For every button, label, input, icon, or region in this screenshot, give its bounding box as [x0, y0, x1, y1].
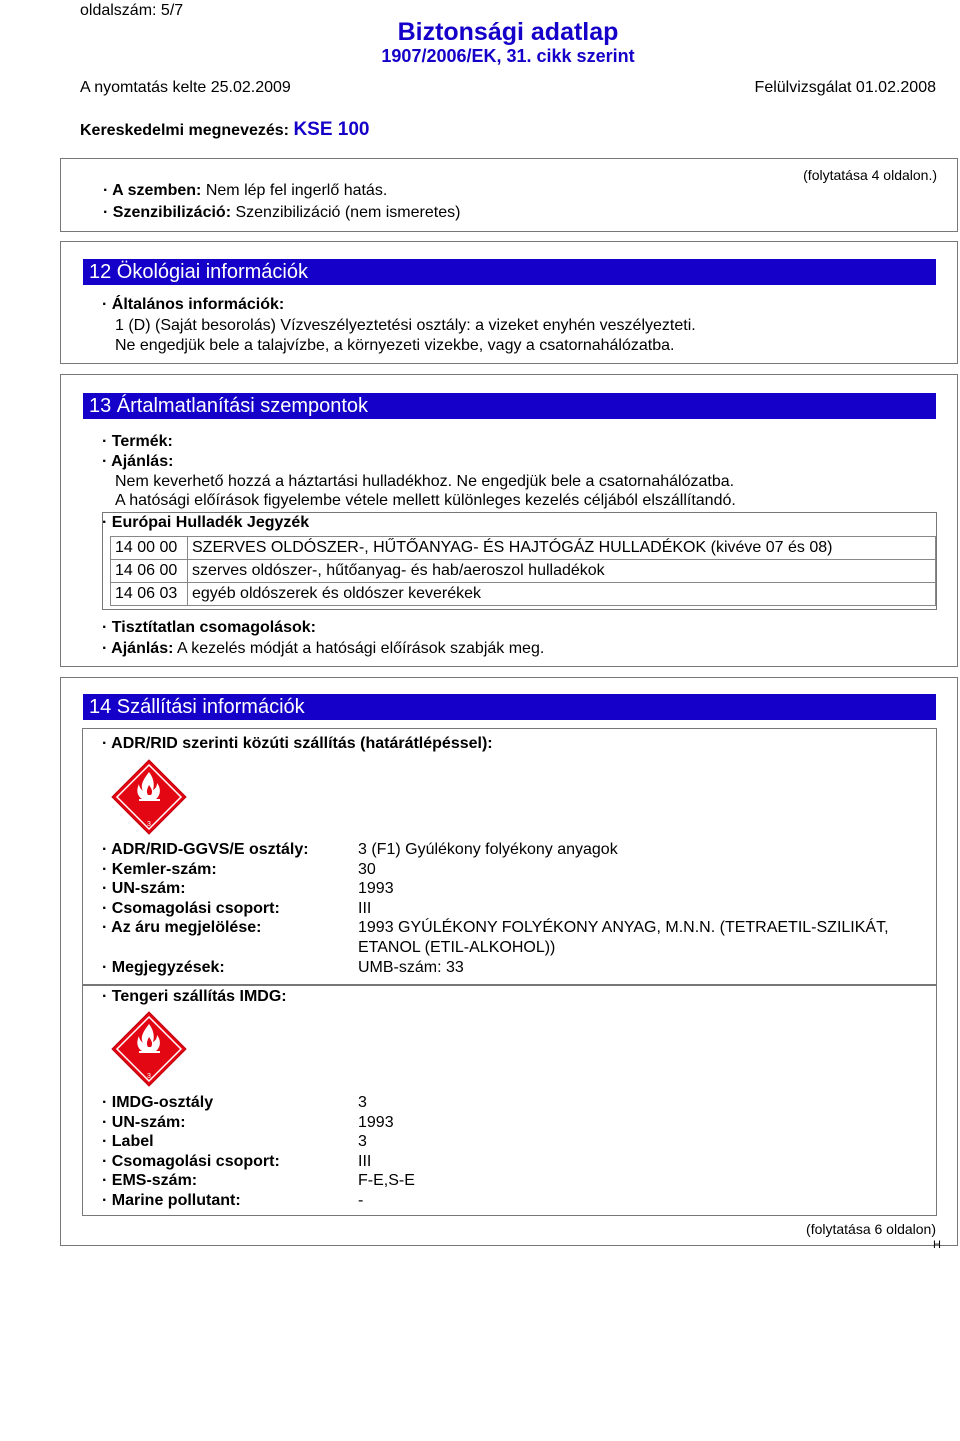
detail-value: UMB-szám: 33	[358, 958, 464, 976]
revision-date: Felülvizsgálat 01.02.2008	[754, 79, 936, 96]
detail-key: · UN-szám:	[102, 880, 186, 898]
detail-value: ETANOL (ETIL-ALKOHOL))	[358, 939, 556, 956]
packaging-recommendation	[102, 640, 544, 658]
flammable-liquid-hazard-label-imdg	[110, 1010, 188, 1088]
ewc-description: szerves oldószer-, hűtőanyag- és hab/aeroszol hulladékok	[188, 560, 936, 583]
trade-name-value: KSE 100	[293, 119, 370, 140]
ewc-code: 14 06 03	[111, 583, 188, 606]
ewc-code: 14 00 00	[111, 537, 188, 560]
trade-name-label: Kereskedelmi megnevezés:	[80, 122, 289, 139]
detail-value: 3	[358, 1094, 367, 1111]
ewc-table	[110, 536, 936, 606]
table-row	[111, 583, 936, 606]
recommendation-label: · Ajánlás:	[102, 453, 174, 470]
table-row	[111, 560, 936, 583]
packaging-recommendation-value: A kezelés módját a hatósági előírások szabják meg.	[176, 640, 545, 657]
detail-value: 30	[358, 860, 376, 878]
continuation-box	[60, 158, 958, 232]
ewc-description: egyéb oldószerek és oldószer keverékek	[188, 583, 936, 606]
water-hazard-text: 1 (D) (Saját besorolás) Vízveszélyeztetési osztály: a vizeket enyhén veszélyezteti.	[115, 317, 696, 334]
general-info-label: · Általános információk:	[102, 296, 285, 313]
detail-value: 1993	[358, 1113, 394, 1131]
sensitization-line	[103, 204, 460, 222]
eye-value: Nem lép fel ingerlő hatás.	[205, 182, 388, 199]
ewc-description: SZERVES OLDÓSZER-, HŰTŐANYAG- ÉS HAJTÓGÁZ HULLADÉKOK (kivéve 07 és 08)	[188, 537, 936, 560]
detail-value: III	[358, 1152, 372, 1170]
groundwater-text: Ne engedjük bele a talajvízbe, a környezeti vizekbe, vagy a csatornahálózatba.	[115, 337, 675, 354]
print-date: A nyomtatás kelte 25.02.2009	[80, 79, 291, 96]
hazard-class-number-imdg: 3	[147, 1073, 151, 1080]
section-14-title: 14 Szállítási információk	[83, 694, 936, 720]
flammable-liquid-hazard-label	[110, 758, 188, 836]
section-12-title: 12 Ökológiai információk	[83, 259, 936, 285]
eye-irritation-line	[103, 182, 387, 200]
page-number: oldalszám: 5/7	[80, 2, 184, 19]
detail-key: · EMS-szám:	[102, 1172, 198, 1190]
ewc-code: 14 06 00	[111, 560, 188, 583]
packaging-recommendation-label: · Ajánlás:	[102, 640, 174, 657]
sensitization-label: · Szenzibilizáció:	[103, 204, 232, 221]
detail-value: 1993	[358, 880, 394, 898]
detail-value: 3	[358, 1133, 367, 1151]
detail-key: · Label	[102, 1133, 154, 1151]
detail-key: · ADR/RID-GGVS/E osztály:	[102, 841, 309, 858]
detail-value: III	[358, 899, 372, 917]
footer-mark: H	[933, 1239, 941, 1251]
ewc-label: · Európai Hulladék Jegyzék	[102, 514, 310, 531]
eye-label: · A szemben:	[103, 182, 202, 199]
document-title: Biztonsági adatlap	[397, 18, 619, 46]
imdg-label: · Tengeri szállítás IMDG:	[102, 988, 287, 1005]
detail-key: · IMDG-osztály	[102, 1094, 214, 1111]
detail-key: · Csomagolási csoport:	[102, 1152, 280, 1170]
section-13-title: 13 Ártalmatlanítási szempontok	[83, 393, 936, 419]
detail-key: · Marine pollutant:	[102, 1192, 241, 1209]
product-label: · Termék:	[102, 433, 173, 450]
sensitization-value: Szenzibilizáció (nem ismeretes)	[235, 204, 461, 221]
table-row	[111, 537, 936, 560]
continued-from: (folytatása 4 oldalon.)	[803, 167, 937, 183]
adr-label: · ADR/RID szerinti közúti szállítás (határátlépéssel):	[102, 735, 493, 752]
document-subtitle: 1907/2006/EK, 31. cikk szerint	[381, 46, 635, 66]
uncleaned-packaging-label: · Tisztítatlan csomagolások:	[102, 619, 316, 636]
detail-value: 1993 GYÚLÉKONY FOLYÉKONY ANYAG, M.N.N. (TETRAETIL-SZILIKÁT,	[358, 919, 889, 937]
detail-value: -	[358, 1192, 364, 1209]
detail-key: · Kemler-szám:	[102, 860, 217, 878]
detail-value: F-E,S-E	[358, 1172, 415, 1190]
detail-key: · Az áru megjelölése:	[102, 919, 262, 937]
detail-key: · Csomagolási csoport:	[102, 899, 280, 917]
continued-to: (folytatása 6 oldalon)	[806, 1221, 936, 1237]
detail-key: · UN-szám:	[102, 1113, 186, 1131]
detail-value: 3 (F1) Gyúlékony folyékony anyagok	[358, 841, 618, 858]
disposal-text-2: A hatósági előírások figyelembe vétele mellett különleges kezelés céljából elszállítandó.	[115, 492, 736, 509]
disposal-text-1: Nem keverhető hozzá a háztartási hulladékhoz. Ne engedjük bele a csatornahálózatba.	[115, 473, 735, 490]
trade-name	[80, 119, 370, 141]
detail-key: · Megjegyzések:	[102, 958, 225, 976]
hazard-class-number: 3	[147, 821, 151, 828]
